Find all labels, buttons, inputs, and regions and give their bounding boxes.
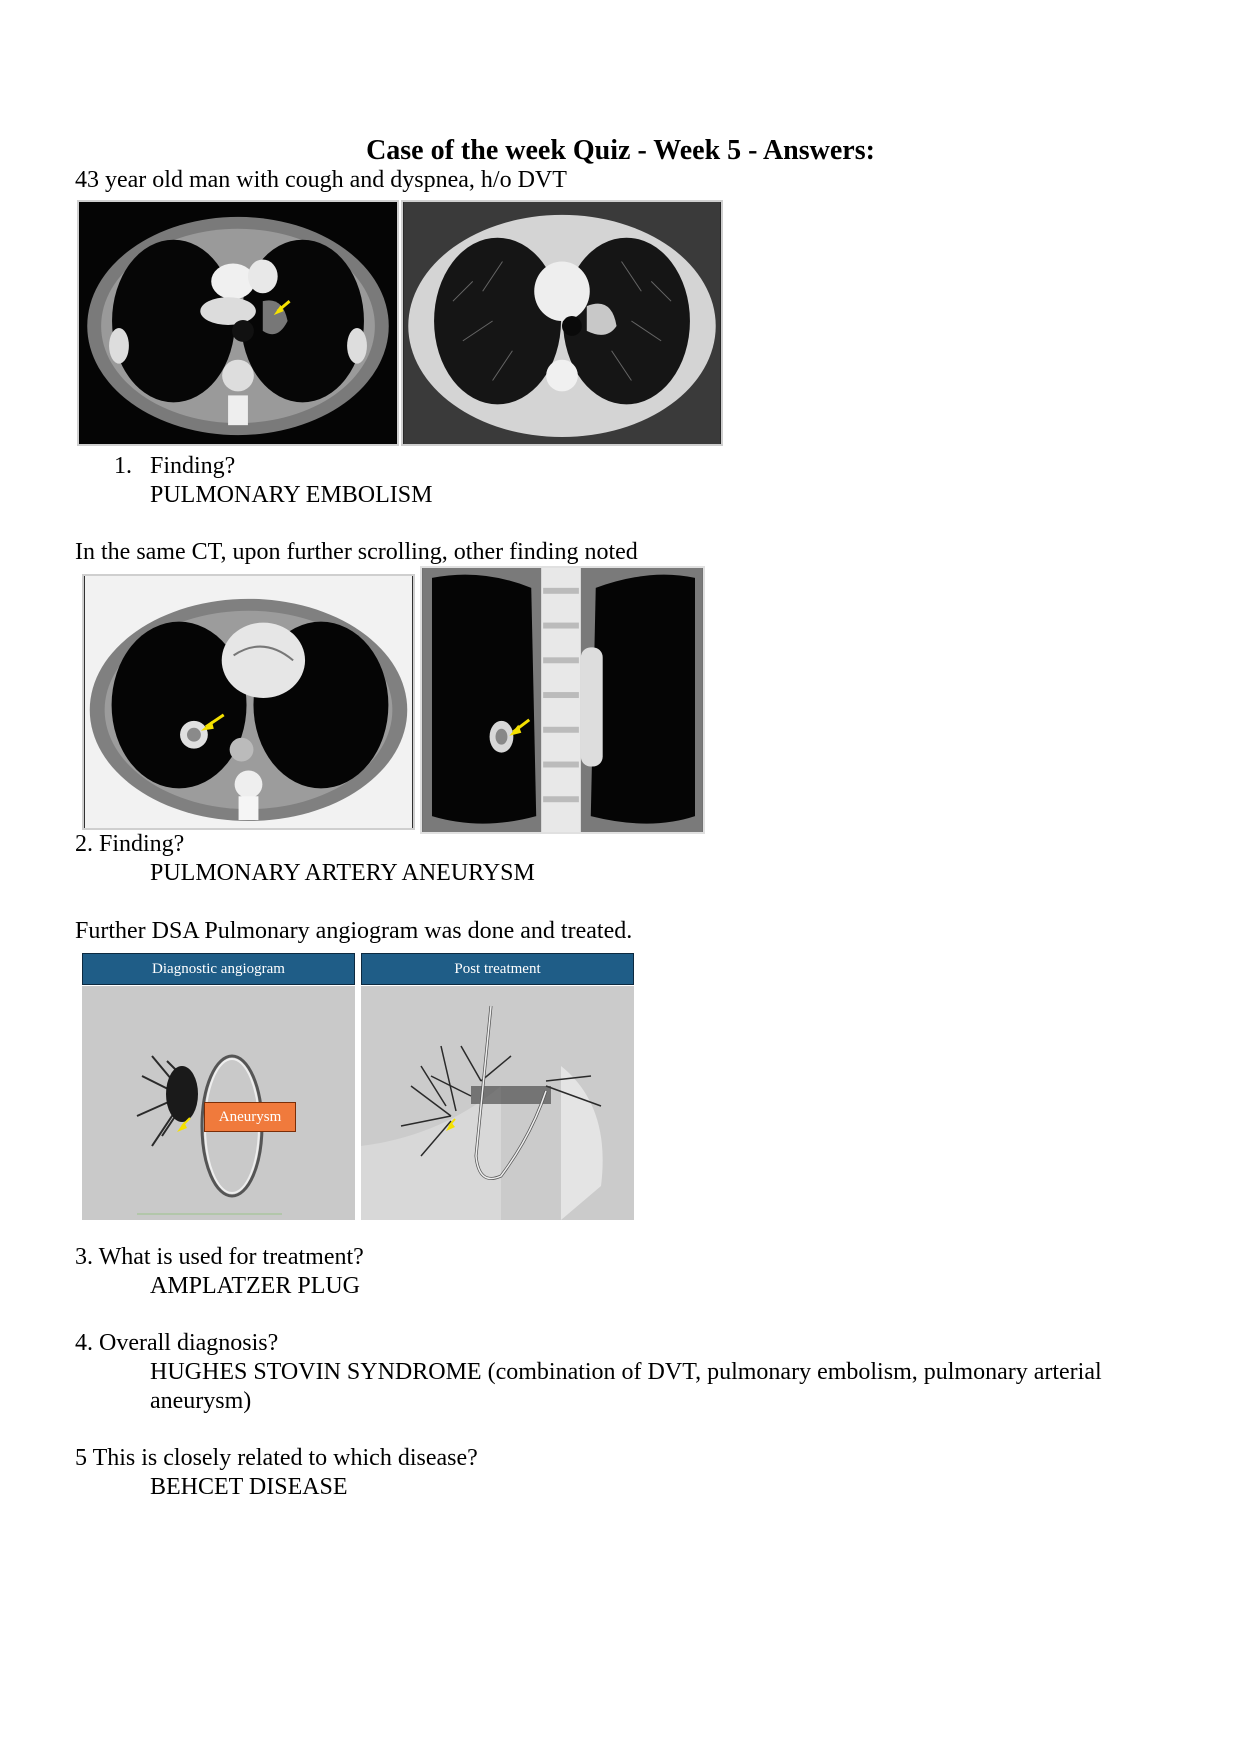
ct-axial-aneurysm-image: [82, 574, 415, 830]
q1-question: Finding?: [150, 453, 236, 479]
section2-intro: In the same CT, upon further scrolling, other finding noted: [75, 539, 638, 565]
q4-answer-line2: aneurysm): [150, 1388, 252, 1414]
dsa-post-treatment-image: [361, 986, 634, 1220]
ct-axial-lung-window-image: [401, 200, 723, 446]
ct-coronal-aneurysm-image: [420, 566, 705, 834]
aneurysm-label: Aneurysm: [204, 1102, 296, 1132]
q3-question: 3. What is used for treatment?: [75, 1244, 364, 1270]
q2-answer: PULMONARY ARTERY ANEURYSM: [150, 860, 535, 886]
q1-answer: PULMONARY EMBOLISM: [150, 482, 433, 508]
q3-answer: AMPLATZER PLUG: [150, 1273, 361, 1299]
page-title: Case of the week Quiz - Week 5 - Answers:: [366, 135, 875, 166]
q5-answer: BEHCET DISEASE: [150, 1474, 348, 1500]
ct-axial-mediastinal-image: [77, 200, 399, 446]
q4-question: 4. Overall diagnosis?: [75, 1330, 279, 1356]
q5-question: 5 This is closely related to which disease?: [75, 1445, 478, 1471]
dsa-post-treatment-header: Post treatment: [361, 953, 634, 985]
section3-intro: Further DSA Pulmonary angiogram was done and treated.: [75, 918, 633, 944]
dsa-diagnostic-header: Diagnostic angiogram: [82, 953, 355, 985]
q4-answer-line1: HUGHES STOVIN SYNDROME (combination of DVT, pulmonary embolism, pulmonary arterial: [150, 1359, 1102, 1385]
case-intro: 43 year old man with cough and dyspnea, h/o DVT: [75, 167, 567, 193]
q2-question: 2. Finding?: [75, 831, 185, 857]
q1-number: 1.: [114, 453, 132, 479]
